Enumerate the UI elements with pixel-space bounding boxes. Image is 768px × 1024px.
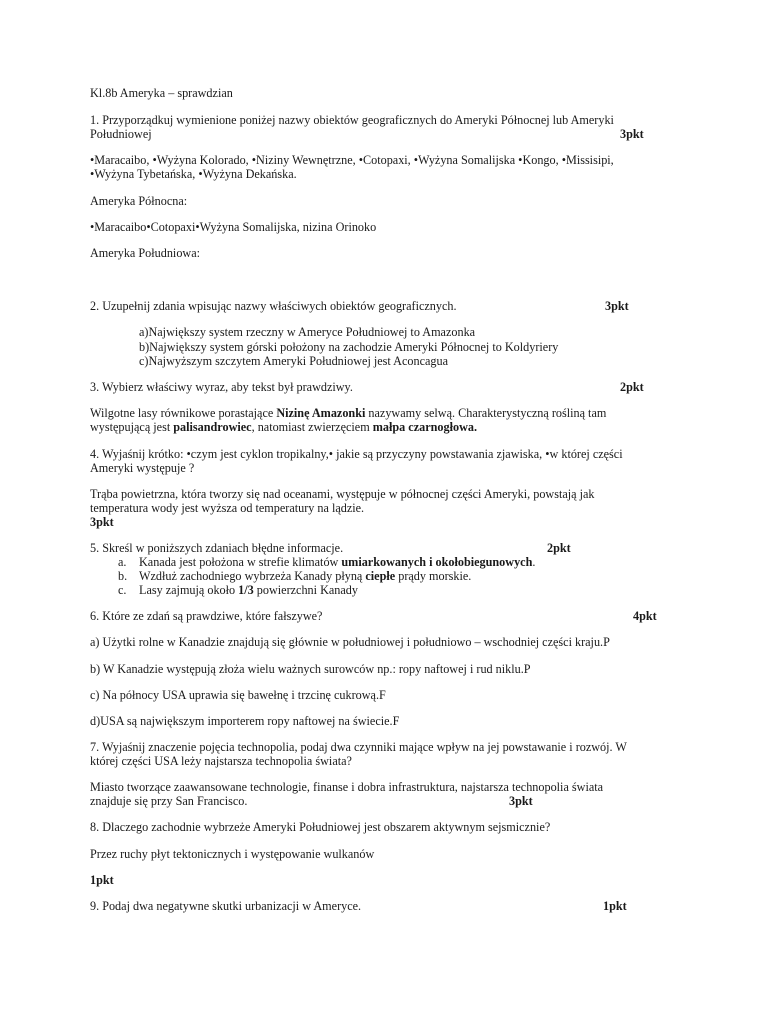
q2-item-b: b)Największy system górski położony na zachodzie Ameryki Północnej to Koldyriery xyxy=(139,340,559,354)
q6-item-b: b) W Kanadzie występują złoża wielu ważnych surowców np.: ropy naftowej i rud niklu.P xyxy=(90,662,531,676)
q2-points: 3pkt xyxy=(605,299,629,313)
q5-text: 5. Skreśl w poniższych zdaniach błędne informacje. xyxy=(90,541,344,555)
q8-points: 1pkt xyxy=(90,873,114,887)
q8-answer: Przez ruchy płyt tektonicznych i występowanie wulkanów xyxy=(90,847,375,861)
q2-item-a: a)Największy system rzeczny w Ameryce Południowej to Amazonka xyxy=(139,325,476,339)
q1-text-line1: 1. Przyporządkuj wymienione poniżej nazwy obiektów geograficznych do Ameryki Północnej lub Ameryki xyxy=(90,113,614,127)
q6-item-c: c) Na północy USA uprawia się bawełnę i trzcinę cukrową.F xyxy=(90,688,386,702)
q5-item-a: Kanada jest położona w strefie klimatów umiarkowanych i okołobiegunowych. xyxy=(139,555,536,569)
q5-item-c-marker: c. xyxy=(118,583,127,597)
q4-answer-line2: temperatura wody jest wyższa od temperatury na lądzie. xyxy=(90,501,365,515)
q3-text: 3. Wybierz właściwy wyraz, aby tekst był prawdziwy. xyxy=(90,380,353,394)
q9-text: 9. Podaj dwa negatywne skutki urbanizacji w Ameryce. xyxy=(90,899,362,913)
q9-points: 1pkt xyxy=(603,899,627,913)
q3-answer-line2: występującą jest palisandrowiec, natomiast zwierzęciem małpa czarnogłowa. xyxy=(90,420,478,434)
q5-item-b: Wzdłuż zachodniego wybrzeża Kanady płyną ciepłe prądy morskie. xyxy=(139,569,472,583)
q5-item-a-marker: a. xyxy=(118,555,127,569)
q2-text: 2. Uzupełnij zdania wpisując nazwy właściwych obiektów geograficznych. xyxy=(90,299,457,313)
q2-item-c: c)Najwyższym szczytem Ameryki Południowej jest Aconcagua xyxy=(139,354,449,368)
q7-points: 3pkt xyxy=(509,794,533,808)
q3-answer-line1: Wilgotne lasy równikowe porastające Nizinę Amazonki nazywamy selwą. Charakterystyczną rośliną tam xyxy=(90,406,607,420)
q7-answer-line1: Miasto tworzące zaawansowane technologie, finanse i dobra infrastruktura, najstarsza technopolia świata xyxy=(90,780,604,794)
q1-items-line1: •Maracaibo, •Wyżyna Kolorado, •Niziny Wewnętrzne, •Cotopaxi, •Wyżyna Somalijska •Kongo, •Missisipi, xyxy=(90,153,614,167)
q6-text: 6. Które ze zdań są prawdziwe, które fałszywe? xyxy=(90,609,323,623)
q1-north-america-answer: •Maracaibo•Cotopaxi•Wyżyna Somalijska, nizina Orinoko xyxy=(90,220,377,234)
q5-points: 2pkt xyxy=(547,541,571,555)
q1-north-america-label: Ameryka Północna: xyxy=(90,194,188,208)
q1-points: 3pkt xyxy=(620,127,644,141)
q4-points: 3pkt xyxy=(90,515,114,529)
q6-item-a: a) Użytki rolne w Kanadzie znajdują się głównie w południowej i południowo – wschodniej części kraju.P xyxy=(90,635,610,649)
q6-points: 4pkt xyxy=(633,609,657,623)
q3-points: 2pkt xyxy=(620,380,644,394)
q1-south-america-label: Ameryka Południowa: xyxy=(90,246,201,260)
q7-answer-line2: znajduje się przy San Francisco. xyxy=(90,794,248,808)
q4-text-line1: 4. Wyjaśnij krótko: •czym jest cyklon tropikalny,• jakie są przyczyny powstawania zjawiska, •w której części xyxy=(90,447,623,461)
q7-text-line2: której części USA leży najstarsza technopolia świata? xyxy=(90,754,352,768)
q7-text-line1: 7. Wyjaśnij znaczenie pojęcia technopolia, podaj dwa czynniki mające wpływ na jej powstawanie i rozwój. W xyxy=(90,740,627,754)
q4-answer-line1: Trąba powietrzna, która tworzy się nad oceanami, występuje w północnej części Ameryki, powstają jak xyxy=(90,487,595,501)
q5-item-c: Lasy zajmują około 1/3 powierzchni Kanady xyxy=(139,583,358,597)
q1-items-line2: •Wyżyna Tybetańska, •Wyżyna Dekańska. xyxy=(90,167,297,181)
q4-text-line2: Ameryki występuje ? xyxy=(90,461,195,475)
document-title: Kl.8b Ameryka – sprawdzian xyxy=(90,86,233,100)
q8-text: 8. Dlaczego zachodnie wybrzeże Ameryki Południowej jest obszarem aktywnym sejsmicznie? xyxy=(90,820,551,834)
q5-item-b-marker: b. xyxy=(118,569,128,583)
q1-text-line2: Południowej xyxy=(90,127,152,141)
q6-item-d: d)USA są największym importerem ropy naftowej na świecie.F xyxy=(90,714,400,728)
